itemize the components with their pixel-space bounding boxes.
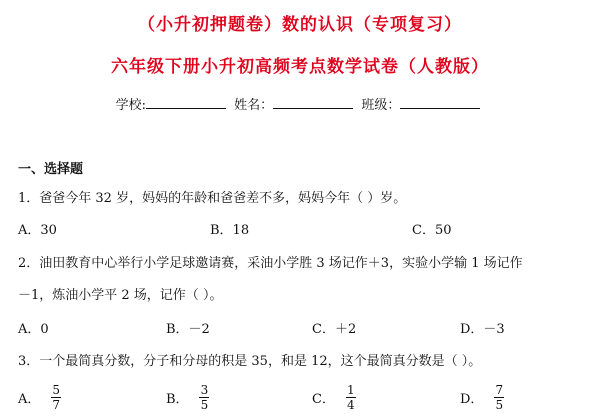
fraction-denominator: 4 — [346, 398, 355, 412]
student-info-line — [0, 94, 600, 113]
question-2-option-d[interactable]: D．－3 — [460, 322, 505, 337]
question-1-option-b[interactable]: B．18 — [210, 223, 250, 238]
question-2-option-c[interactable]: C．＋2 — [312, 322, 357, 337]
question-1-option-a[interactable]: A．30 — [18, 223, 57, 238]
question-2-text: 2．油田教育中心举行小学足球邀请赛，采油小学胜 3 场记作＋3，实验小学输 1 场记作 — [18, 256, 523, 271]
option-label: C． — [312, 392, 335, 407]
question-3-text: 3．一个最简真分数，分子和分母的积是 35，和是 12，这个最简真分数是（ ）。 — [18, 354, 482, 369]
fraction-numerator: 3 — [200, 383, 209, 397]
question-2-text-continued: －1，炼油小学平 2 场，记作（ ）。 — [18, 288, 223, 303]
exam-title: （小升初押题卷）数的认识（专项复习） — [138, 15, 462, 35]
fraction-denominator: 7 — [52, 398, 61, 412]
question-3-option-c[interactable] — [312, 383, 357, 412]
option-label: B． — [166, 392, 189, 407]
fraction — [50, 383, 62, 412]
fraction — [345, 383, 357, 412]
class-label: 班级： — [361, 98, 401, 113]
fraction-numerator: 7 — [495, 383, 504, 397]
name-label: 姓名： — [234, 98, 274, 113]
fraction-numerator: 5 — [52, 383, 61, 397]
class-blank[interactable] — [400, 96, 480, 109]
school-blank[interactable] — [146, 96, 226, 109]
question-3-option-b[interactable] — [166, 383, 210, 412]
fraction — [493, 383, 505, 412]
question-2-option-a[interactable]: A．0 — [18, 322, 49, 337]
question-3-option-a[interactable] — [18, 383, 62, 412]
question-1-text: 1．爸爸今年 32 岁，妈妈的年龄和爸爸差不多，妈妈今年（ ）岁。 — [18, 191, 407, 206]
school-label: 学校: — [115, 98, 147, 113]
option-label: A． — [18, 392, 41, 407]
option-label: D． — [460, 392, 484, 407]
name-blank[interactable] — [273, 96, 353, 109]
section-heading: 一、选择题 — [18, 162, 84, 177]
fraction-denominator: 5 — [200, 398, 209, 412]
question-2-option-b[interactable]: B．－2 — [166, 322, 210, 337]
question-1-option-c[interactable]: C．50 — [412, 223, 452, 238]
question-3-option-d[interactable] — [460, 383, 505, 412]
exam-subtitle: 六年级下册小升初高频考点数学试卷（人教版） — [111, 57, 489, 77]
fraction — [199, 383, 211, 412]
fraction-denominator: 5 — [495, 398, 504, 412]
fraction-numerator: 1 — [346, 383, 355, 397]
